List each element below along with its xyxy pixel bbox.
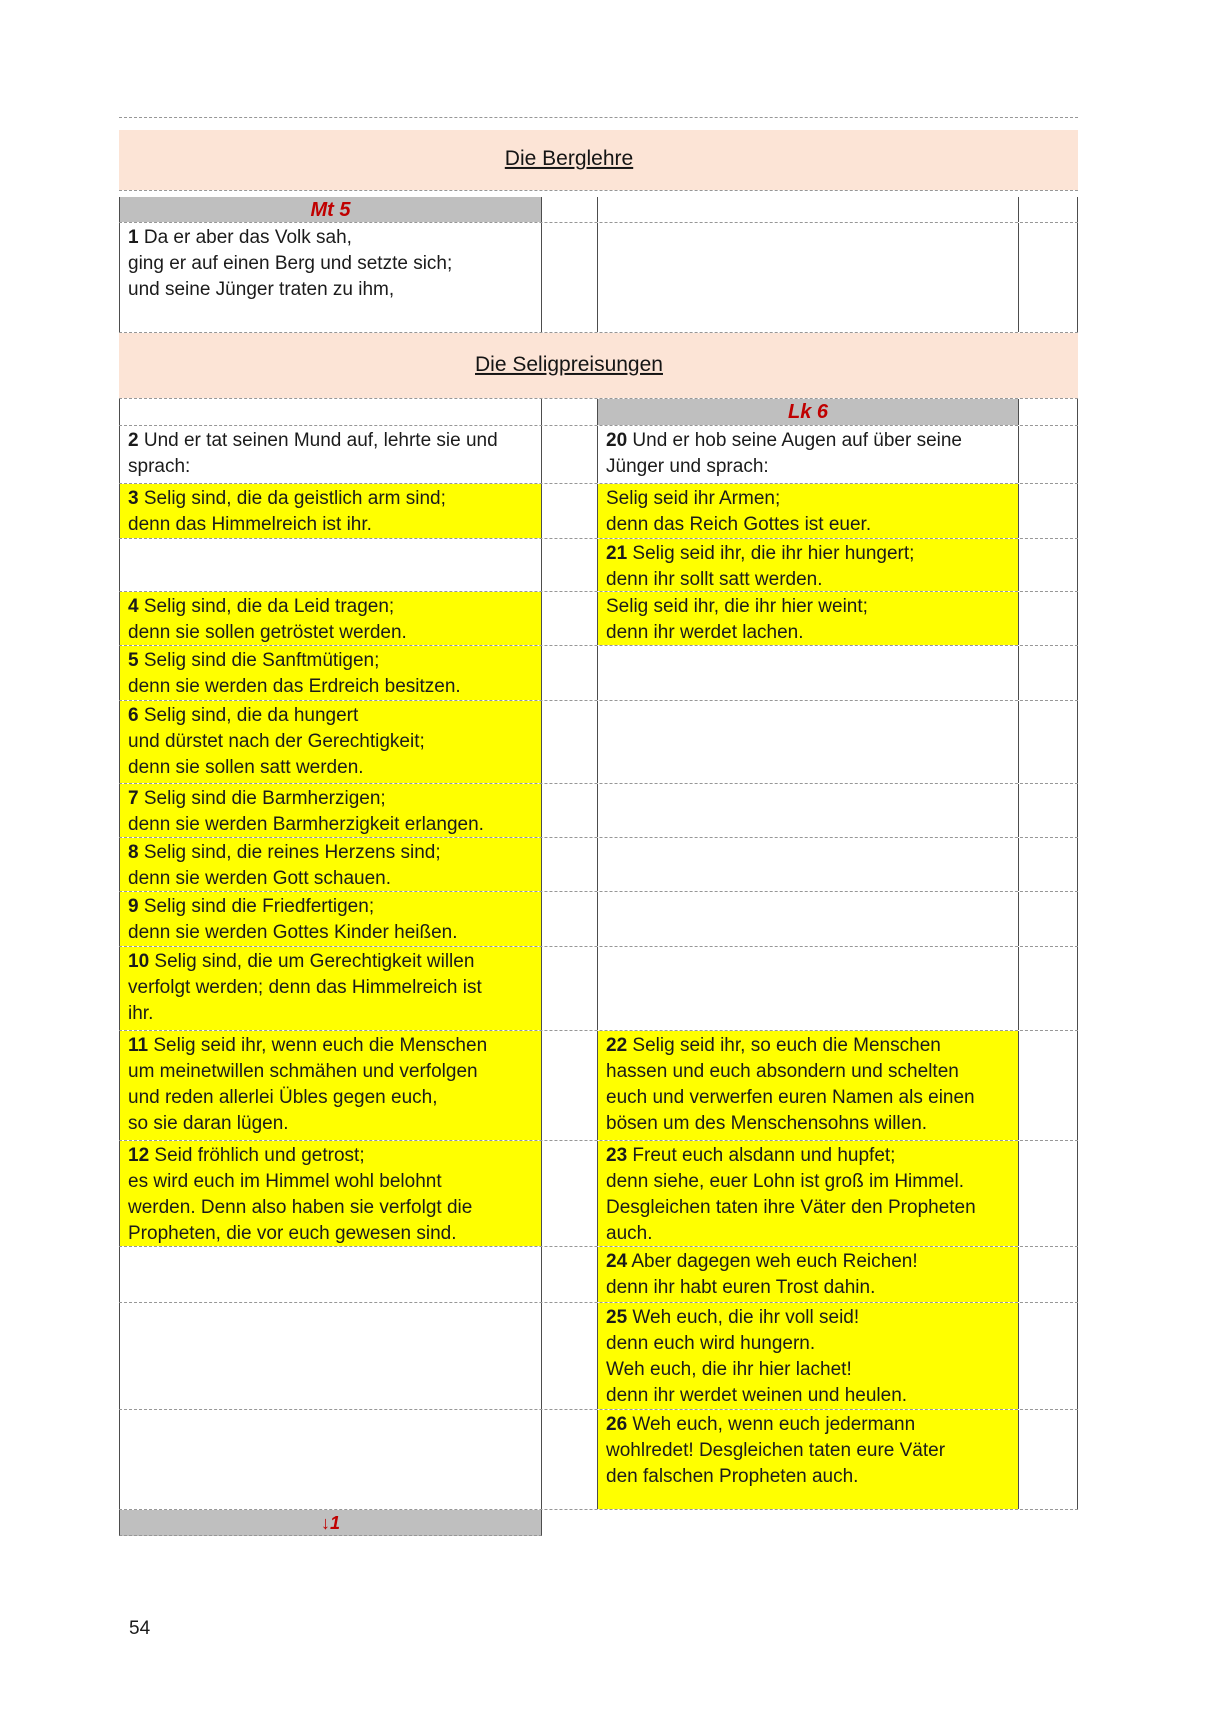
verse-number: 10 [128, 951, 150, 972]
verse-number: 24 [606, 1251, 628, 1272]
margin-cell [1019, 784, 1078, 837]
table-row [119, 539, 1078, 592]
gap-cell [542, 838, 598, 891]
table-row [119, 701, 1078, 784]
margin-cell [1019, 223, 1078, 332]
gap-cell [542, 701, 598, 783]
verse-number: 9 [128, 896, 139, 917]
gap-cell [542, 399, 598, 425]
verse-number: 21 [606, 543, 628, 564]
table-row [119, 130, 1078, 191]
verse-cell-mt: 7 Selig sind die Barmherzigen; denn sie werden Barmherzigkeit erlangen. [119, 784, 542, 837]
mt-column-header-cell [119, 197, 542, 222]
verse-cell-lk: 25 Weh euch, die ihr voll seid! denn euch wird hungern. Weh euch, die ihr hier lachet! denn ihr werdet weinen und heulen. [598, 1303, 1019, 1409]
verse-number: 20 [606, 430, 628, 451]
gap-cell [542, 223, 598, 332]
gap-cell [542, 784, 598, 837]
verse-number: 26 [606, 1414, 628, 1435]
verse-cell-lk: Selig seid ihr Armen; denn das Reich Gottes ist euer. [598, 484, 1019, 538]
gap-cell [542, 892, 598, 946]
verse-cell-lk [598, 646, 1019, 700]
table-row [119, 1303, 1078, 1410]
verse-cell-mt: 5 Selig sind die Sanftmütigen; denn sie werden das Erdreich besitzen. [119, 646, 542, 700]
table-row [119, 197, 1078, 223]
margin-cell [1019, 1410, 1078, 1509]
verse-number: 12 [128, 1145, 150, 1166]
gap-cell [542, 1410, 598, 1509]
table-row [119, 1410, 1078, 1510]
section-title: Die Berglehre [504, 146, 634, 170]
margin-cell [1019, 838, 1078, 891]
table-row [119, 118, 1078, 130]
verse-number: 2 [128, 430, 139, 451]
verse-cell-mt: 2 Und er tat seinen Mund auf, lehrte sie und sprach: [119, 426, 542, 483]
continuation-marker: ↓1 [320, 1512, 340, 1533]
table-row [119, 646, 1078, 701]
mt-column-header-cell [119, 399, 542, 425]
verse-cell-lk: 23 Freut euch alsdann und hupfet; denn siehe, euer Lohn ist groß im Himmel. Desgleichen taten ihre Väter den Propheten auch. [598, 1141, 1019, 1246]
verse-cell-mt: 8 Selig sind, die reines Herzens sind; denn sie werden Gott schauen. [119, 838, 542, 891]
margin-cell [1019, 701, 1078, 783]
verse-number: 3 [128, 488, 139, 509]
verse-cell-lk [598, 784, 1019, 837]
gap-cell [542, 1247, 598, 1302]
table-row [119, 1510, 1078, 1536]
section-header [119, 333, 1078, 398]
verse-number: 7 [128, 788, 139, 809]
margin-cell [1019, 484, 1078, 538]
verse-cell-lk [598, 892, 1019, 946]
gap-cell [542, 646, 598, 700]
verse-cell-mt: 10 Selig sind, die um Gerechtigkeit willen verfolgt werden; denn das Himmelreich ist ihr. [119, 947, 542, 1030]
verse-cell-lk: 26 Weh euch, wenn euch jedermann wohlredet! Desgleichen taten eure Väter den falschen Propheten auch. [598, 1410, 1019, 1509]
continuation-cell [119, 1510, 542, 1536]
verse-cell-lk: 21 Selig seid ihr, die ihr hier hungert; denn ihr sollt satt werden. [598, 539, 1019, 591]
verse-cell-mt [119, 1303, 542, 1409]
margin-cell [1019, 426, 1078, 483]
verse-cell-mt: 3 Selig sind, die da geistlich arm sind; denn das Himmelreich ist ihr. [119, 484, 542, 538]
table-row [119, 426, 1078, 484]
verse-number: 11 [128, 1035, 149, 1056]
verse-number: 22 [606, 1035, 628, 1056]
margin-cell [1019, 1141, 1078, 1246]
table-row [119, 1031, 1078, 1141]
margin-cell [1019, 399, 1078, 425]
verse-number: 23 [606, 1145, 628, 1166]
table-row [119, 1141, 1078, 1247]
verse-cell-mt [119, 1247, 542, 1302]
verse-cell-mt: 9 Selig sind die Friedfertigen; denn sie werden Gottes Kinder heißen. [119, 892, 542, 946]
verse-cell-lk: 22 Selig seid ihr, so euch die Menschen hassen und euch absondern und schelten euch und verwerfen euren Namen als einen bösen um des Menschensohns willen. [598, 1031, 1019, 1140]
margin-cell [1019, 592, 1078, 645]
table-row [119, 484, 1078, 539]
verse-cell-mt: 12 Seid fröhlich und getrost; es wird euch im Himmel wohl belohnt werden. Denn also haben sie verfolgt die Propheten, die vor euch gewesen sind. [119, 1141, 542, 1246]
lk-column-header: Lk 6 [787, 401, 829, 423]
table-row [119, 784, 1078, 838]
verse-number: 25 [606, 1307, 628, 1328]
verse-number: 6 [128, 705, 139, 726]
gap-cell [542, 592, 598, 645]
table-row [119, 333, 1078, 399]
verse-number: 1 [128, 227, 139, 248]
margin-cell [1019, 892, 1078, 946]
margin-cell [1019, 539, 1078, 591]
synopsis-table [119, 117, 1078, 1536]
table-row [119, 838, 1078, 892]
gap-cell [542, 1031, 598, 1140]
verse-cell-lk [598, 838, 1019, 891]
gap-cell [542, 426, 598, 483]
verse-number: 5 [128, 650, 139, 671]
verse-cell-mt: 4 Selig sind, die da Leid tragen; denn sie sollen getröstet werden. [119, 592, 542, 645]
section-header [119, 130, 1078, 190]
gap-cell [542, 1141, 598, 1246]
margin-cell [1019, 1031, 1078, 1140]
verse-cell-mt [119, 1410, 542, 1509]
verse-cell-mt [119, 539, 542, 591]
margin-cell [1019, 197, 1078, 222]
table-row [119, 1247, 1078, 1303]
table-row [119, 592, 1078, 646]
gap-cell [542, 197, 598, 222]
verse-cell-lk [598, 701, 1019, 783]
margin-cell [1019, 1303, 1078, 1409]
verse-number: 8 [128, 842, 139, 863]
page-number: 54 [129, 1618, 151, 1639]
lk-column-header-cell [598, 197, 1019, 222]
mt-column-header: Mt 5 [310, 198, 351, 221]
table-row [119, 223, 1078, 333]
gap-cell [542, 539, 598, 591]
section-title: Die Seligpreisungen [475, 352, 663, 376]
table-row [119, 399, 1078, 426]
verse-number: 4 [128, 596, 139, 617]
verse-cell-mt: 1 Da er aber das Volk sah, ging er auf einen Berg und setzte sich; und seine Jünger traten zu ihm, [119, 223, 542, 332]
verse-cell-lk: 24 Aber dagegen weh euch Reichen! denn ihr habt euren Trost dahin. [598, 1247, 1019, 1302]
verse-cell-lk: 20 Und er hob seine Augen auf über seine Jünger und sprach: [598, 426, 1019, 483]
verse-cell-lk [598, 947, 1019, 1030]
verse-cell-lk [598, 223, 1019, 332]
table-row [119, 947, 1078, 1031]
gap-cell [542, 484, 598, 538]
verse-cell-lk: Selig seid ihr, die ihr hier weint; denn ihr werdet lachen. [598, 592, 1019, 645]
gap-cell [542, 947, 598, 1030]
table-row [119, 892, 1078, 947]
verse-cell-mt: 11 Selig seid ihr, wenn euch die Menschen um meinetwillen schmähen und verfolgen und reden allerlei Übles gegen euch, so sie daran lügen. [119, 1031, 542, 1140]
lk-column-header-cell [598, 399, 1019, 425]
margin-cell [1019, 646, 1078, 700]
gap-cell [542, 1303, 598, 1409]
margin-cell [1019, 947, 1078, 1030]
margin-cell [1019, 1247, 1078, 1302]
verse-cell-mt: 6 Selig sind, die da hungert und dürstet nach der Gerechtigkeit; denn sie sollen satt werden. [119, 701, 542, 783]
